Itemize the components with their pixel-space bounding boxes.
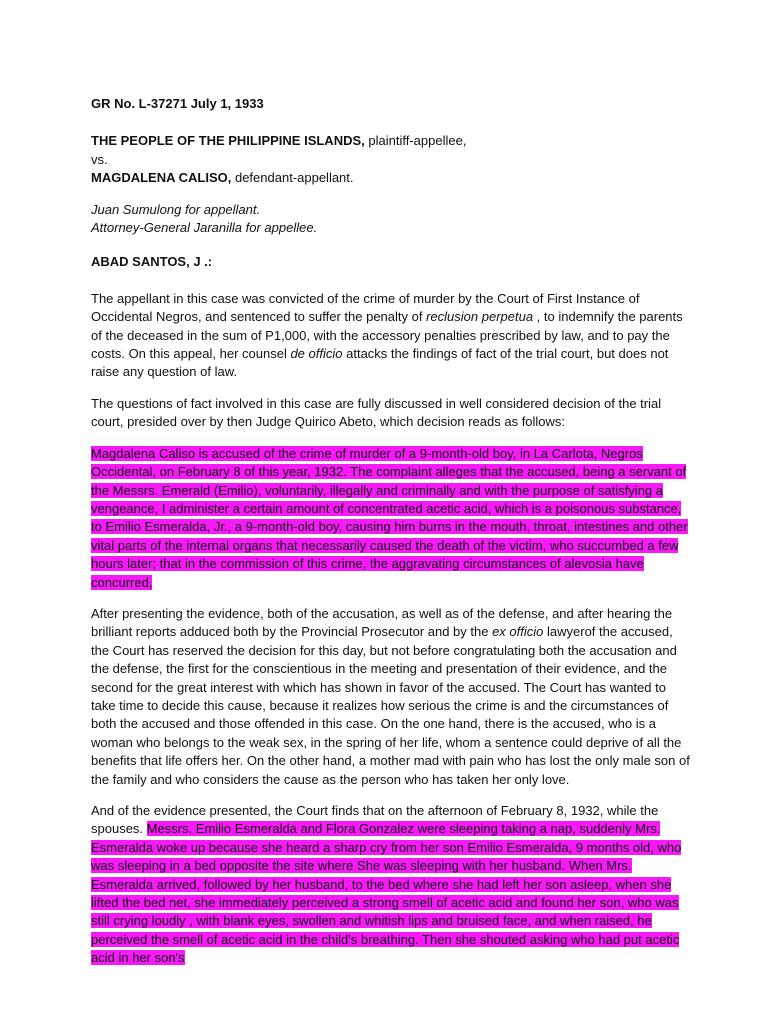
paragraph-2: The questions of fact involved in this case are fully discussed in well considered decision of the trial court, presided over by then Judge Quirico Abeto, which decision reads as follows: (91, 395, 662, 430)
plaintiff-role: plaintiff-appellee, (364, 133, 467, 149)
paragraph-4 (91, 605, 692, 789)
counsel-block (91, 201, 692, 238)
paragraph-5 (91, 802, 692, 968)
defendant-name: MAGDALENA CALISO, (91, 170, 232, 186)
p1-text-e: attacks the findings of fact of the trial court, but does not raise any question of law. (91, 346, 669, 380)
counsel-appellee: Attorney-General Jaranilla for appellee. (91, 220, 318, 236)
paragraph-1 (91, 290, 692, 382)
highlighted-text: Magdalena Caliso is accused of the crime of murder of a 9-month-old boy, in La Carlota, Negros Occidental, on February 8 of this year, 1932. The complaint alleges that the accused, being a servant of the Messrs. Emerald (Emilio), voluntarily, illegally and criminally and with the purpose of satisfying a vengeance, I administer a certain amount of concentrated acetic acid, which is a poisonous substance, to Emilio Esmeralda, Jr., a 9-month-old boy, causing him burns in the mouth, throat, intestines and other vital parts of the internal organs that necessarily caused the death of the victim, who succumbed a few hours later; that in the commission of this crime, the aggravating circumstances of alevosia have concurred, (91, 445, 688, 590)
p1-term-reclusion: reclusion perpetua (426, 309, 534, 325)
p4-term-ex-officio: ex officio (492, 624, 544, 640)
paragraph-3 (91, 445, 692, 592)
p5-text-a: And of the evidence presented, the Court finds that on the afternoon of February 8, 1932, while the spouses. (91, 803, 659, 837)
p1-text-c: , to indemnify the parents of the deceased in the sum of P1,000, with the accessory penalties prescribed by law, and to pay the costs. On this appeal, her counsel (91, 309, 683, 362)
p4-text-a: After presenting the evidence, both of the accusation, as well as of the defense, and after hearing the brilliant reports adduced both by the Provincial Prosecutor and by the (91, 605, 673, 640)
plaintiff-name: THE PEOPLE OF THE PHILIPPINE ISLANDS, (91, 133, 365, 149)
counsel-appellant: Juan Sumulong for appellant. (91, 201, 261, 217)
defendant-role: defendant-appellant. (231, 170, 354, 186)
case-parties (91, 132, 692, 187)
p1-term-de-officio: de officio (290, 346, 343, 362)
highlighted-text: Messrs. Emilio Esmeralda and Flora Gonzalez were sleeping taking a nap, suddenly Mrs. Esmeralda woke up because she heard a sharp cry from her son Emilio Esmeralda, 9 months old, who was sleeping in a bed opposite the site where She was sleeping with her husband. When Mrs. Esmeralda arrived, followed by her husband, to the bed where she had left her son asleep, when she lifted the bed net, she immediately perceived a strong smell of acetic acid and found her son, who was still crying loudly , with blank eyes, swollen and whitish lips and bruised face, and when raised, he perceived the smell of acetic acid in the child's breathing. Then she shouted asking who had put acetic acid in her son's (91, 821, 682, 966)
case-number: GR No. L-37271 July 1, 1933 (91, 96, 264, 111)
p1-text-a: The appellant in this case was convicted of the crime of murder by the Court of First Instance of Occidental Negros, and sentenced to suffer the penalty of (91, 290, 640, 325)
p4-text-c: lawyerof the accused, the Court has reserved the decision for this day, but not before congratulating both the accusation and the defense, the first for the conscientious in the meeting and presentation of their evidence, and the second for the great interest with which has shown in favor of the accused. The Court has wanted to take time to decide this cause, because it realizes how serious the crime is and the circumstances of both the accused and those offended in this case. On the one hand, there is the accused, who is a woman who belongs to the weak sex, in the spring of her life, whom a sentence could deprive of all the benefits that life offers her. On the other hand, a mother mad with pain who has lost the only male son of the family and who considers the cause as the person who has taken her only love. (91, 624, 690, 787)
versus: vs. (91, 151, 108, 167)
ponente: ABAD SANTOS, J .: (91, 254, 213, 270)
